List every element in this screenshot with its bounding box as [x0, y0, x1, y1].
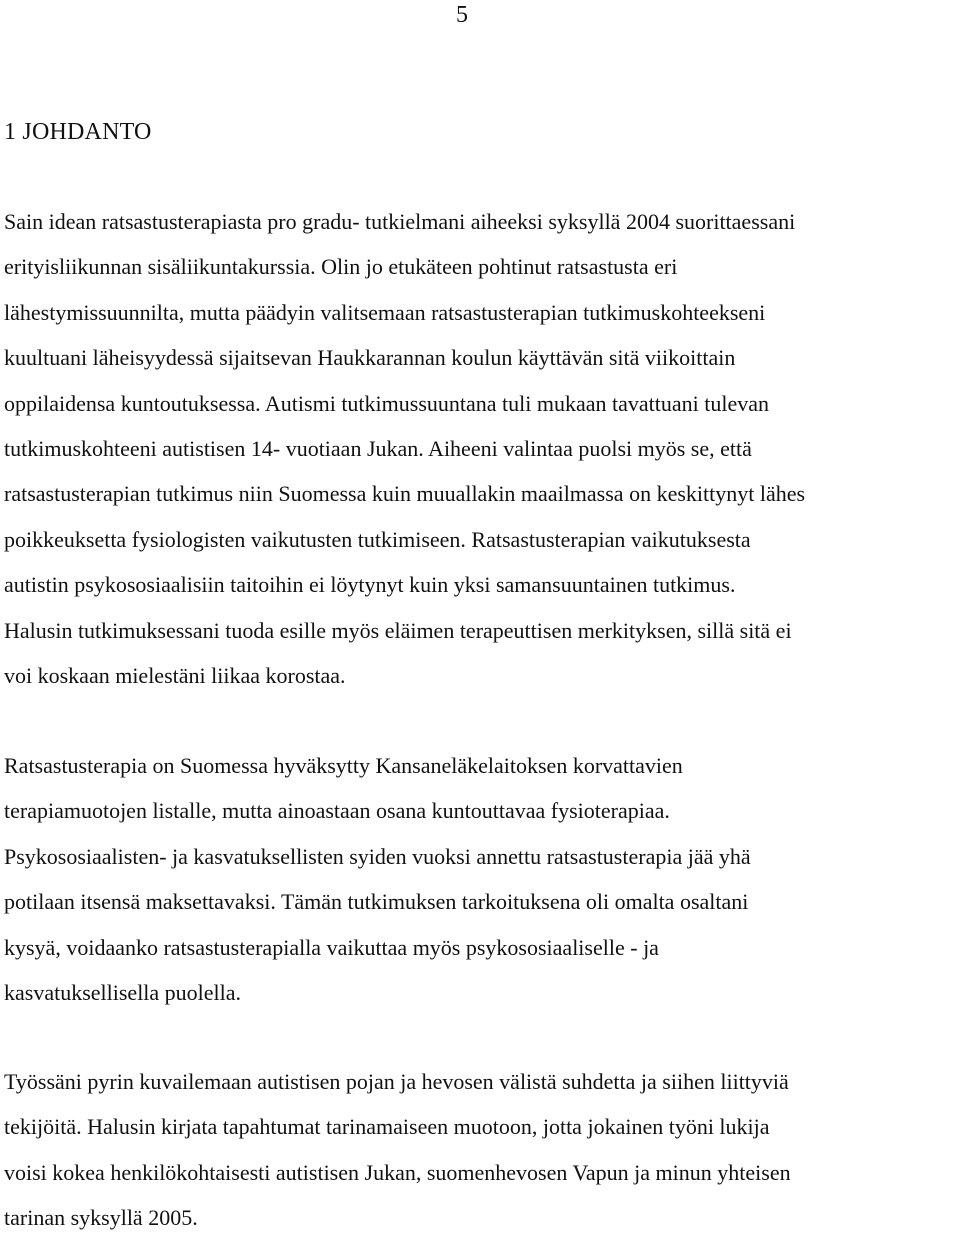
text-line: tutkimuskohteeni autistisen 14- vuotiaan Jukan. Aiheeni valintaa puolsi myös se, että [4, 435, 752, 461]
text-line: Halusin tutkimuksessani tuoda esille myös eläimen terapeuttisen merkityksen, sillä sitä ei [4, 617, 792, 643]
text-line: ratsastusterapian tutkimus niin Suomessa kuin muuallakin maailmassa on keskittynyt lähes [4, 481, 806, 507]
text-line: terapiamuotojen listalle, mutta ainoastaan osana kuntouttavaa fysioterapiaa. [4, 798, 670, 824]
text-line: lähestymissuunnilta, mutta päädyin valitsemaan ratsastusterapian tutkimuskohteekseni [4, 299, 766, 325]
text-line: voisi kokea henkilökohtaisesti autistisen Jukan, suomenhevosen Vapun ja minun yhteisen [4, 1159, 791, 1185]
text-line: autistin psykososiaalisiin taitoihin ei löytynyt kuin yksi samansuuntainen tutkimus. [4, 572, 736, 598]
text-line: oppilaidensa kuntoutuksessa. Autismi tutkimussuuntana tuli mukaan tavattuani tulevan [4, 390, 770, 416]
text-line: Sain idean ratsastusterapiasta pro gradu- tutkielmani aiheeksi syksyllä 2004 suorittaessani [4, 209, 796, 234]
text-line: erityisliikunnan sisäliikuntakurssia. Olin jo etukäteen pohtinut ratsastusta eri [4, 254, 678, 280]
paragraph-2 [4, 743, 751, 1015]
text-line: voi koskaan mielestäni liikaa korostaa. [4, 662, 346, 688]
chapter-heading: 1 JOHDANTO [4, 119, 152, 145]
text-line: kysyä, voidaanko ratsastusterapialla vaikuttaa myös psykososiaaliselle - ja [4, 934, 659, 960]
paragraph-1 [4, 199, 805, 698]
text-line: Psykososiaalisten- ja kasvatuksellisten syiden vuoksi annettu ratsastusterapia jää yhä [4, 843, 751, 869]
text-line: Ratsastusterapia on Suomessa hyväksytty Kansaneläkelaitoksen korvattavien [4, 753, 683, 778]
text-line: Työssäni pyrin kuvailemaan autistisen pojan ja hevosen välistä suhdetta ja siihen liittyviä [4, 1069, 789, 1094]
text-line: tarinan syksyllä 2005. [4, 1205, 198, 1231]
text-line: kuultuani läheisyydessä sijaitsevan Haukkarannan koulun käyttävän sitä viikoittain [4, 345, 736, 371]
text-line: potilaan itsensä maksettavaksi. Tämän tutkimuksen tarkoituksena oli omalta osaltani [4, 889, 749, 915]
text-line: poikkeuksetta fysiologisten vaikutusten tutkimiseen. Ratsastusterapian vaikutuksesta [4, 526, 751, 552]
paragraph-3 [4, 1059, 791, 1241]
text-line: tekijöitä. Halusin kirjata tapahtumat tarinamaiseen muotoon, jotta jokainen työni lukija [4, 1114, 770, 1140]
page-number: 5 [456, 2, 468, 28]
text-line: kasvatuksellisella puolella. [4, 979, 242, 1005]
